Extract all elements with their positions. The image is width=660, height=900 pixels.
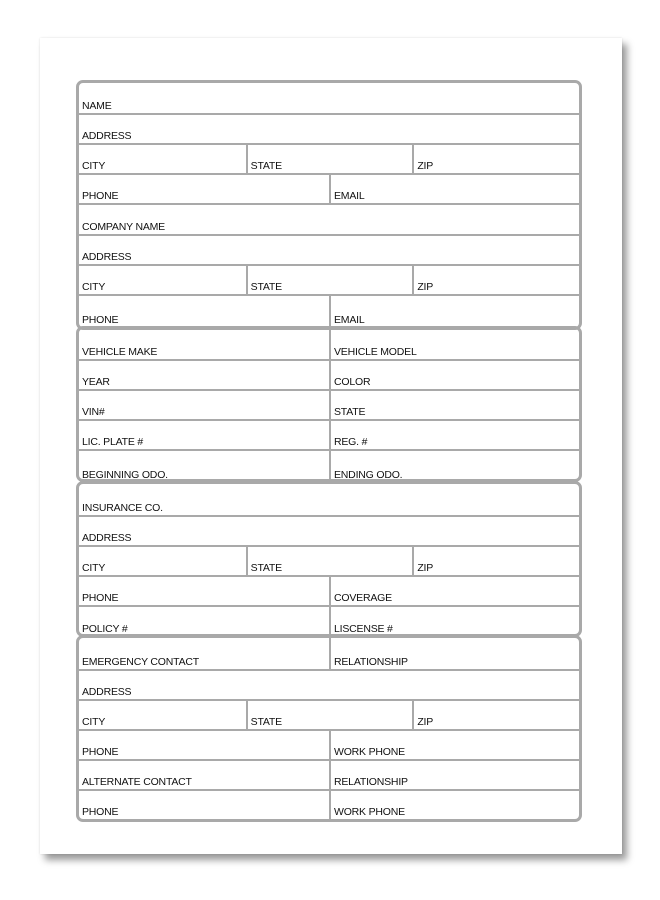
field-label: CITY [82, 281, 106, 293]
form-row [79, 791, 579, 819]
company-zip-field[interactable] [412, 266, 579, 294]
form-row [79, 329, 579, 361]
vehicle-make-field[interactable] [79, 329, 329, 359]
field-label: PHONE [82, 592, 119, 604]
field-label: VEHICLE MODEL [334, 346, 417, 358]
insurance-zip-field[interactable] [412, 547, 579, 575]
field-label: NAME [82, 100, 112, 112]
field-label: WORK PHONE [334, 806, 405, 818]
field-label: CITY [82, 716, 106, 728]
field-label: COMPANY NAME [82, 221, 165, 233]
field-label: EMAIL [334, 190, 365, 202]
field-label: ADDRESS [82, 251, 132, 263]
form-row [79, 577, 579, 607]
company-email-field[interactable] [329, 296, 579, 327]
field-label: WORK PHONE [334, 746, 405, 758]
field-label: YEAR [82, 376, 110, 388]
field-label: VEHICLE MAKE [82, 346, 158, 358]
field-label: COVERAGE [334, 592, 392, 604]
color-field[interactable] [329, 361, 579, 389]
year-field[interactable] [79, 361, 329, 389]
field-label: EMERGENCY CONTACT [82, 656, 199, 668]
name-field[interactable] [79, 83, 579, 113]
field-label: ADDRESS [82, 130, 132, 142]
form-row [79, 391, 579, 421]
emergency-address-field[interactable] [79, 671, 579, 699]
field-label: STATE [334, 406, 366, 418]
field-label: ZIP [417, 716, 434, 728]
form-row [79, 731, 579, 761]
alternate-phone-field[interactable] [79, 791, 329, 819]
work-phone-field[interactable] [329, 731, 579, 759]
form-row [79, 701, 579, 731]
insurance-state-field[interactable] [246, 547, 413, 575]
field-label: PHONE [82, 314, 119, 326]
insurance-company-field[interactable] [79, 484, 579, 515]
emergency-zip-field[interactable] [412, 701, 579, 729]
personal-info-section [76, 80, 582, 330]
company-phone-field[interactable] [79, 296, 329, 327]
emergency-contact-section [76, 635, 582, 822]
field-label: PHONE [82, 806, 119, 818]
field-label: ZIP [417, 562, 434, 574]
alternate-work-phone-field[interactable] [329, 791, 579, 819]
field-label: COLOR [334, 376, 371, 388]
vehicle-model-field[interactable] [329, 329, 579, 359]
field-label: ZIP [417, 281, 434, 293]
form-row [79, 266, 579, 296]
field-label: RELATIONSHIP [334, 656, 408, 668]
form-row [79, 205, 579, 236]
vehicle-info-section [76, 326, 582, 482]
vehicle-state-field[interactable] [329, 391, 579, 419]
state-field[interactable] [246, 145, 413, 173]
field-label: ALTERNATE CONTACT [82, 776, 192, 788]
ending-odometer-field[interactable] [329, 451, 579, 482]
company-name-field[interactable] [79, 205, 579, 234]
field-label: BEGINNING ODO. [82, 469, 168, 481]
field-label: REG. # [334, 436, 368, 448]
vin-field[interactable] [79, 391, 329, 419]
form-row [79, 517, 579, 547]
form-row [79, 451, 579, 482]
registration-field[interactable] [329, 421, 579, 449]
beginning-odometer-field[interactable] [79, 451, 329, 482]
field-label: STATE [250, 716, 282, 728]
form-row [79, 607, 579, 636]
field-label: STATE [250, 281, 282, 293]
field-label: POLICY # [82, 623, 128, 635]
company-state-field[interactable] [246, 266, 413, 294]
form-row [79, 175, 579, 205]
field-label: INSURANCE CO. [82, 502, 163, 514]
field-label: ZIP [417, 160, 434, 172]
emergency-state-field[interactable] [246, 701, 413, 729]
insurance-address-field[interactable] [79, 517, 579, 545]
emergency-city-field[interactable] [79, 701, 246, 729]
field-label: EMAIL [334, 314, 365, 326]
field-label: LISCENSE # [334, 623, 393, 635]
email-field[interactable] [329, 175, 579, 203]
city-field[interactable] [79, 145, 246, 173]
form-row [79, 236, 579, 266]
license-number-field[interactable] [329, 607, 579, 636]
phone-field[interactable] [79, 175, 329, 203]
field-label: ENDING ODO. [334, 469, 403, 481]
form-row [79, 671, 579, 701]
form-row [79, 547, 579, 577]
field-label: ADDRESS [82, 686, 132, 698]
alternate-relationship-field[interactable] [329, 761, 579, 789]
policy-number-field[interactable] [79, 607, 329, 636]
form-row [79, 83, 579, 115]
insurance-info-section [76, 481, 582, 637]
field-label: STATE [250, 160, 282, 172]
emergency-phone-field[interactable] [79, 731, 329, 759]
field-label: PHONE [82, 190, 119, 202]
field-label: CITY [82, 160, 106, 172]
field-label: LIC. PLATE # [82, 436, 144, 448]
field-label: ADDRESS [82, 532, 132, 544]
form-row [79, 115, 579, 145]
form-row [79, 361, 579, 391]
license-plate-field[interactable] [79, 421, 329, 449]
insurance-phone-field[interactable] [79, 577, 329, 605]
emergency-contact-field[interactable] [79, 638, 329, 669]
field-label: PHONE [82, 746, 119, 758]
form-row [79, 296, 579, 327]
form-row [79, 145, 579, 175]
form-sheet [40, 38, 622, 854]
field-label: VIN# [82, 406, 105, 418]
address-field[interactable] [79, 115, 579, 143]
field-label: RELATIONSHIP [334, 776, 408, 788]
company-address-field[interactable] [79, 236, 579, 264]
alternate-contact-field[interactable] [79, 761, 329, 789]
form-row [79, 638, 579, 671]
form-row [79, 484, 579, 517]
form-row [79, 761, 579, 791]
zip-field[interactable] [412, 145, 579, 173]
insurance-city-field[interactable] [79, 547, 246, 575]
field-label: STATE [250, 562, 282, 574]
relationship-field[interactable] [329, 638, 579, 669]
form-row [79, 421, 579, 451]
company-city-field[interactable] [79, 266, 246, 294]
coverage-field[interactable] [329, 577, 579, 605]
field-label: CITY [82, 562, 106, 574]
